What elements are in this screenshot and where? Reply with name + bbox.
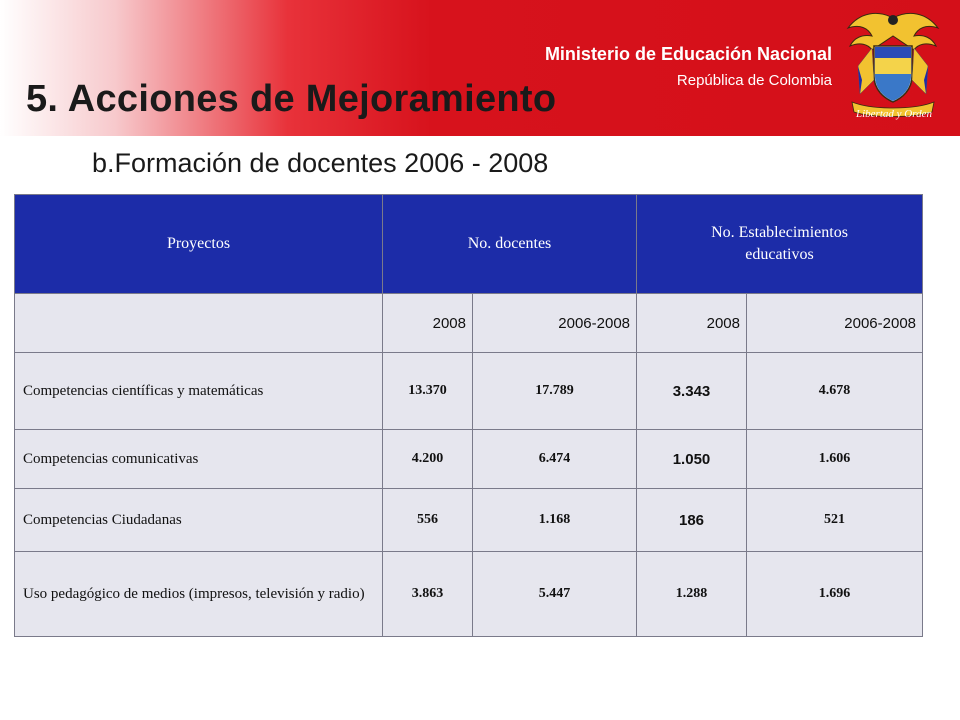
table-row (15, 552, 923, 637)
value-cell: 13.370 (383, 353, 473, 430)
table-header-row (15, 195, 923, 294)
value-cell: 556 (383, 489, 473, 552)
value-cell: 1.606 (747, 430, 923, 489)
year-cell: 2006-2008 (747, 294, 923, 353)
table-row (15, 353, 923, 430)
value-cell: 3.863 (383, 552, 473, 637)
header-establecimientos-label: No. Establecimientos educativos (711, 224, 848, 263)
year-cell: 2008 (383, 294, 473, 353)
year-cell: 2006-2008 (473, 294, 637, 353)
value-cell: 6.474 (473, 430, 637, 489)
value-cell: 3.343 (637, 353, 747, 430)
project-name: Competencias Ciudadanas (15, 489, 383, 552)
year-cell: 2008 (637, 294, 747, 353)
teacher-training-table (14, 194, 923, 637)
years-empty-cell (15, 294, 383, 353)
republic-name: República de Colombia (676, 72, 832, 89)
ministry-name: Ministerio de Educación Nacional (544, 44, 832, 64)
table-row (15, 430, 923, 489)
page-subtitle: b.Formación de docentes 2006 - 2008 (92, 148, 549, 178)
value-cell: 5.447 (473, 552, 637, 637)
header-establecimientos (637, 195, 923, 294)
value-cell: 1.050 (637, 430, 747, 489)
value-cell: 1.288 (637, 552, 747, 637)
project-name: Competencias científicas y matemáticas (15, 353, 383, 430)
value-cell: 4.200 (383, 430, 473, 489)
value-cell: 521 (747, 489, 923, 552)
table-row (15, 489, 923, 552)
seal-motto: Libertad y Orden (856, 108, 932, 120)
project-name: Uso pedagógico de medios (impresos, televisión y radio) (15, 552, 383, 637)
project-name: Competencias comunicativas (15, 430, 383, 489)
header-proyectos: Proyectos (15, 195, 383, 294)
value-cell: 17.789 (473, 353, 637, 430)
years-row (15, 294, 923, 353)
value-cell: 1.696 (747, 552, 923, 637)
value-cell: 1.168 (473, 489, 637, 552)
value-cell: 186 (637, 489, 747, 552)
value-cell: 4.678 (747, 353, 923, 430)
page-title: 5. Acciones de Mejoramiento (26, 78, 557, 120)
header-docentes: No. docentes (383, 195, 637, 294)
